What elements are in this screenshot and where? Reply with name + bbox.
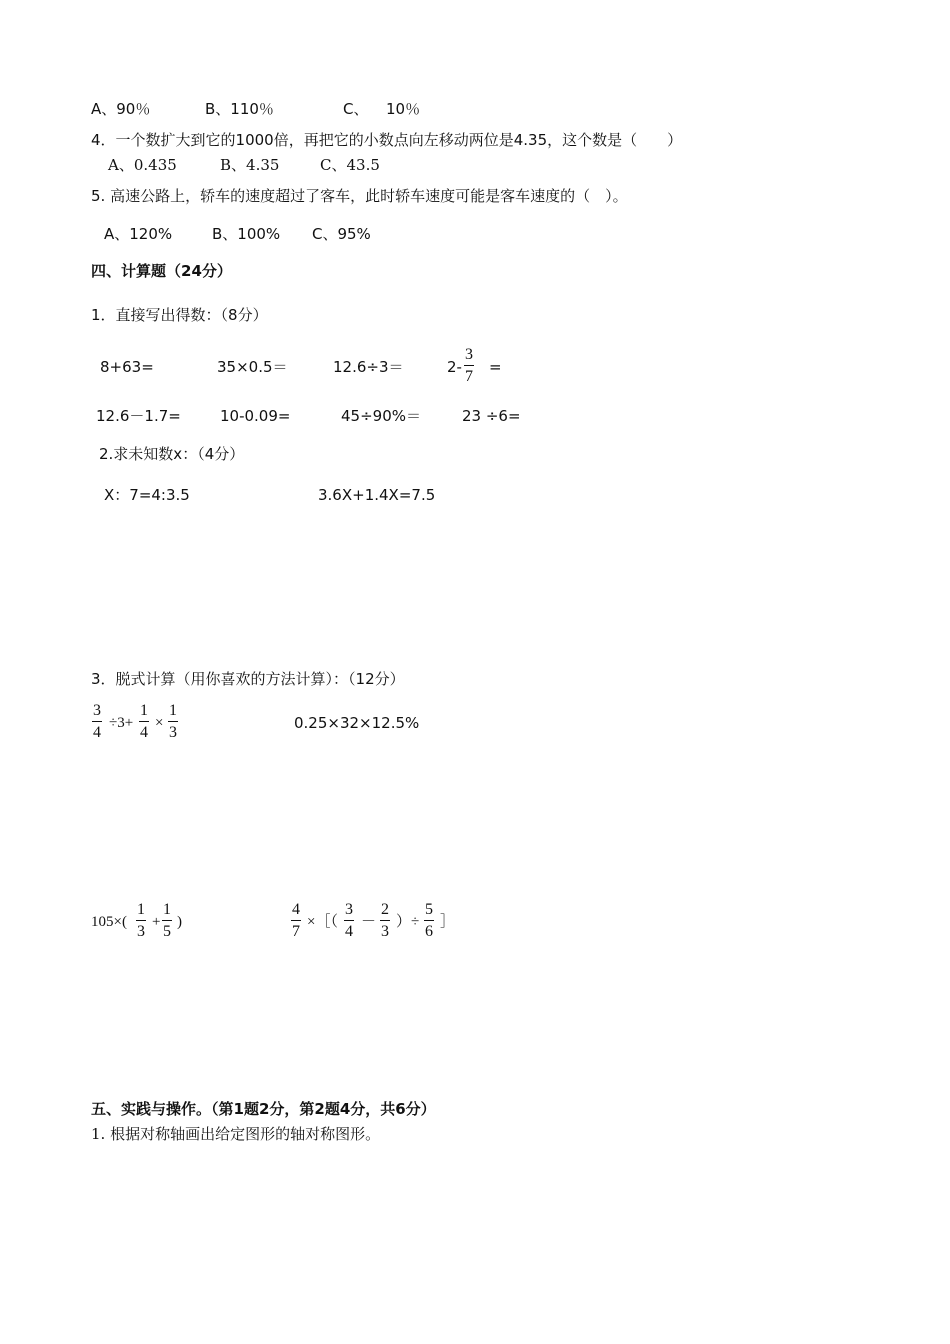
expr1-op-2: × (155, 715, 164, 731)
expr1-op-1: ÷3+ (109, 715, 134, 731)
denominator: 4 (93, 724, 101, 741)
denominator: 3 (137, 923, 145, 940)
calc-3: 12.6÷3＝ (333, 358, 404, 376)
calc-4-fraction (464, 347, 474, 385)
expr4-op-3: ）÷ (396, 914, 420, 930)
expr3-lead: 105×( (91, 914, 127, 930)
numerator: 1 (169, 702, 177, 719)
q5-option-b: B、100% (212, 225, 281, 243)
q4-option-b: B、4.35 (220, 156, 280, 174)
numerator: 1 (163, 901, 171, 918)
calc-5: 12.6－1.7= (96, 407, 181, 425)
numerator: 3 (93, 702, 101, 719)
expr3-fraction-1 (136, 902, 146, 940)
q5-option-c: C、95% (312, 225, 371, 243)
calc-7: 45÷90%＝ (341, 407, 421, 425)
denominator: 4 (345, 923, 353, 940)
section5-title: 五、实践与操作。（第1题2分，第2题4分，共6分） (91, 1100, 436, 1118)
expr4-fraction-2 (344, 902, 354, 940)
expr3-op: + (152, 914, 161, 930)
numerator: 2 (381, 901, 389, 918)
q4-stem: 4．一个数扩大到它的1000倍，再把它的小数点向左移动两位是4.35，这个数是（ ） (91, 131, 683, 149)
calc-8: 23 ÷6= (462, 407, 521, 425)
q5-stem: 5. 高速公路上，轿车的速度超过了客车，此时轿车速度可能是客车速度的（ ）。 (91, 187, 628, 205)
expr3-fraction-2 (162, 902, 172, 940)
denominator: 4 (140, 724, 148, 741)
expr4-close: ］ (440, 914, 456, 930)
numerator: 1 (137, 901, 145, 918)
numerator: 1 (140, 702, 148, 719)
denominator: 3 (169, 724, 177, 741)
numerator: 4 (292, 901, 300, 918)
q3-option-b: B、110％ (205, 100, 274, 118)
section4-title: 四、计算题（24分） (91, 262, 232, 280)
calc-2: 35×0.5＝ (217, 358, 288, 376)
numerator: 5 (425, 901, 433, 918)
section5-part1: 1. 根据对称轴画出给定图形的轴对称图形。 (91, 1125, 381, 1143)
q4-option-a: A、0.435 (108, 156, 177, 174)
denominator: 3 (381, 923, 389, 940)
q5-option-a: A、120% (104, 225, 173, 243)
expr1-fraction-3 (168, 703, 178, 741)
denominator: 6 (425, 923, 433, 940)
calc-1: 8+63= (100, 358, 154, 376)
expr4-op-2: － (361, 914, 377, 930)
calc-6: 10-0.09= (220, 407, 291, 425)
expr1-fraction-1 (92, 703, 102, 741)
denominator: 7 (292, 923, 300, 940)
equation-1: X：7=4:3.5 (104, 486, 190, 504)
part2-title: 2.求未知数x：（4分） (99, 445, 245, 463)
denominator: 5 (163, 923, 171, 940)
expr4-fraction-1 (291, 902, 301, 940)
q4-option-c: C、43.5 (320, 156, 380, 174)
expr4-op-1: ×［（ (307, 914, 338, 930)
denominator: 7 (465, 368, 473, 385)
expr4-fraction-4 (424, 902, 434, 940)
calc-4-lead: 2- (447, 358, 462, 376)
q3-option-c: C、 (343, 100, 369, 118)
numerator: 3 (465, 346, 473, 363)
expr3-close: ) (177, 914, 182, 930)
equation-2: 3.6X+1.4X=7.5 (318, 486, 436, 504)
q3-option-a: A、90％ (91, 100, 151, 118)
numerator: 3 (345, 901, 353, 918)
expr1-fraction-2 (139, 703, 149, 741)
expr4-fraction-3 (380, 902, 390, 940)
part1-title: 1．直接写出得数：（8分） (91, 306, 268, 324)
calc-4-eq: = (489, 358, 502, 376)
q3-option-c-value: 10％ (386, 100, 421, 118)
expr2: 0.25×32×12.5% (294, 714, 420, 732)
part3-title: 3．脱式计算（用你喜欢的方法计算）：（12分） (91, 670, 405, 688)
